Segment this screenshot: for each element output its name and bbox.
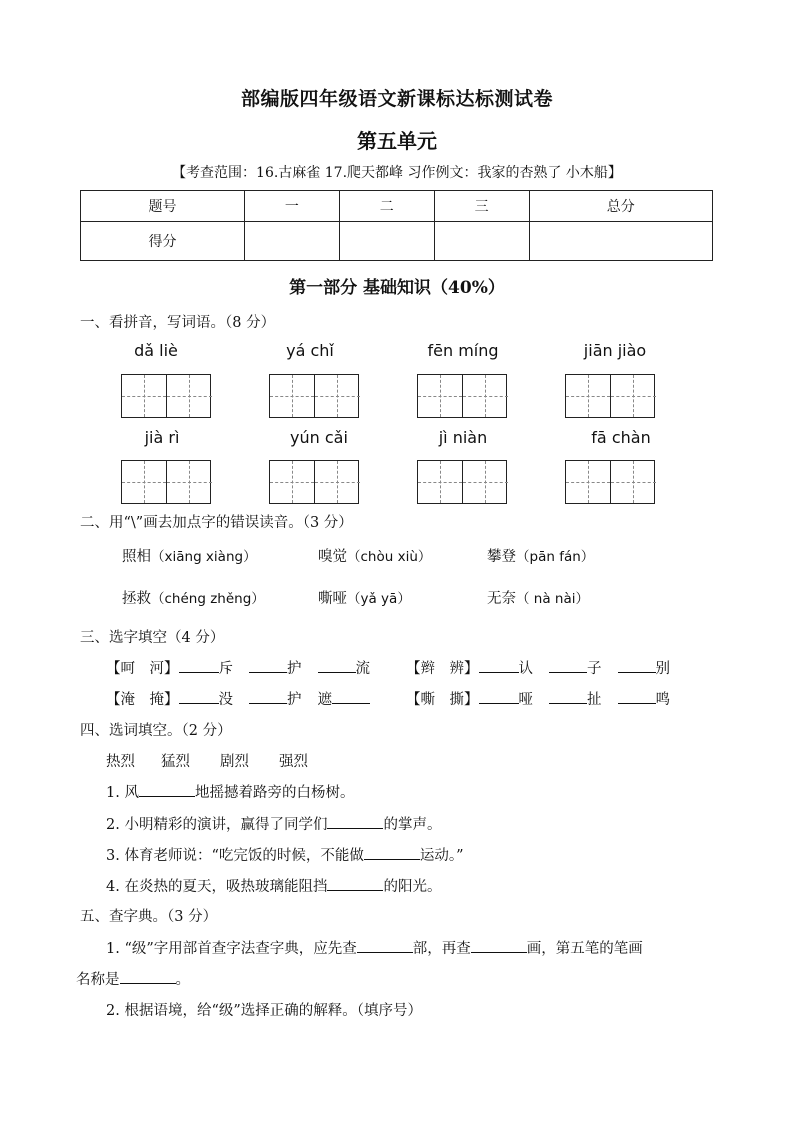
fill-blank[interactable]: [179, 689, 219, 704]
exam-title: 部编版四年级语文新课标达标测试卷: [240, 88, 553, 110]
section-title: 第一部分 基础知识（40%）: [289, 278, 505, 298]
word-part: 流: [355, 661, 370, 677]
writing-grid[interactable]: [121, 460, 211, 504]
char-options: 【辫 辨】: [406, 661, 479, 677]
word-part: 护: [287, 692, 302, 708]
pronunciation-item[interactable]: [487, 587, 589, 608]
fill-blank[interactable]: [364, 845, 420, 860]
pronunciation-item[interactable]: [122, 587, 265, 608]
fill-blank[interactable]: [479, 689, 519, 704]
sentence-part: 地摇撼着路旁的白杨树。: [194, 785, 355, 801]
word-part: 哑: [518, 692, 533, 708]
score-cell[interactable]: [339, 222, 434, 261]
sentence-part: 的阳光。: [383, 879, 442, 895]
sentence-part: 2. 小明精彩的演讲，赢得了同学们: [106, 817, 328, 833]
fill-blank[interactable]: [327, 876, 383, 891]
item-word: 嘶哑: [318, 591, 347, 607]
fill-blank[interactable]: [332, 689, 370, 704]
question-5-title: 五、查字典。（3 分）: [80, 909, 218, 925]
item-pinyin: （pān fán）: [516, 549, 595, 565]
sentence-part: 部，再查: [412, 941, 471, 957]
char-choice-group: [406, 688, 670, 709]
char-choice-group: [106, 688, 370, 709]
fill-blank[interactable]: [327, 814, 383, 829]
sentence-part: 1. 风: [106, 785, 139, 801]
writing-grid[interactable]: [269, 374, 359, 418]
pronunciation-item[interactable]: [318, 545, 431, 566]
pinyin-label: fā chàn: [591, 428, 651, 447]
writing-grid[interactable]: [269, 460, 359, 504]
item-pinyin: （xiāng xiàng）: [151, 549, 257, 565]
item-pinyin: （chòu xiù）: [347, 549, 432, 565]
score-table-header-cell: 一: [245, 191, 340, 222]
fill-blank[interactable]: [618, 689, 656, 704]
fill-blank[interactable]: [471, 938, 527, 953]
word-option: 热烈: [106, 754, 135, 770]
fill-blank[interactable]: [618, 658, 656, 673]
pinyin-label: fēn míng: [427, 341, 499, 360]
question-4-title: 四、选词填空。（2 分）: [80, 723, 232, 739]
word-part: 扯: [587, 692, 602, 708]
fill-sentence: [76, 968, 190, 989]
pinyin-label: jià rì: [144, 428, 180, 447]
question-3-title: 三、选字填空（4 分）: [80, 630, 225, 646]
exam-scope: 【考查范围：16.古麻雀 17.爬天都峰 习作例文：我家的杏熟了 小木船】: [172, 165, 622, 181]
word-option: 剧烈: [220, 754, 249, 770]
word-part: 子: [587, 661, 602, 677]
fill-blank[interactable]: [549, 658, 587, 673]
sentence-part: 1. “级”字用部首查字法查字典，应先查: [106, 941, 357, 957]
word-part: 没: [218, 692, 233, 708]
writing-grid[interactable]: [417, 460, 507, 504]
unit-title: 第五单元: [357, 129, 437, 153]
sentence-part: 运动。”: [419, 848, 464, 864]
writing-grid[interactable]: [565, 460, 655, 504]
score-table-header-cell: 总分: [529, 191, 712, 222]
sentence-part: 的掌声。: [383, 817, 442, 833]
item-word: 照相: [122, 549, 151, 565]
fill-blank[interactable]: [179, 658, 219, 673]
char-options: 【呵 河】: [106, 661, 179, 677]
score-row-label: 得分: [81, 222, 245, 261]
sentence-part: 。: [175, 972, 190, 988]
pronunciation-item[interactable]: [122, 545, 257, 566]
fill-blank[interactable]: [139, 782, 195, 797]
question-5-sub-2: 2. 根据语境，给“级”选择正确的解释。（填序号）: [106, 1003, 423, 1019]
sentence-part: 3. 体育老师说：“吃完饭的时候，不能做: [106, 848, 364, 864]
char-options: 【嘶 撕】: [406, 692, 479, 708]
char-choice-group: [106, 657, 370, 678]
word-part: 认: [518, 661, 533, 677]
score-cell[interactable]: [434, 222, 529, 261]
fill-blank[interactable]: [479, 658, 519, 673]
word-option: 猛烈: [161, 754, 190, 770]
fill-sentence: [106, 875, 441, 896]
item-pinyin: （chéng zhěng）: [151, 591, 265, 607]
item-word: 攀登: [487, 549, 516, 565]
fill-blank[interactable]: [357, 938, 413, 953]
pinyin-label: jiān jiào: [583, 341, 647, 360]
fill-blank[interactable]: [249, 658, 287, 673]
fill-blank[interactable]: [120, 969, 176, 984]
word-part: 别: [655, 661, 670, 677]
sentence-part: 名称是: [76, 972, 120, 988]
fill-sentence: [106, 781, 354, 802]
word-options: [106, 750, 308, 771]
char-options: 【淹 掩】: [106, 692, 179, 708]
writing-grid[interactable]: [565, 374, 655, 418]
question-2-title: 二、用“\”画去加点字的错误读音。（3 分）: [80, 515, 353, 531]
pronunciation-item[interactable]: [487, 545, 594, 566]
writing-grid[interactable]: [417, 374, 507, 418]
item-word: 拯救: [122, 591, 151, 607]
word-part: 斥: [218, 661, 233, 677]
sentence-part: 画，第五笔的笔画: [526, 941, 643, 957]
item-word: 嗅觉: [318, 549, 347, 565]
fill-sentence: [106, 844, 464, 865]
score-table-header-cell: 题号: [81, 191, 245, 222]
word-part: 护: [287, 661, 302, 677]
question-1-title: 一、看拼音，写词语。（8 分）: [80, 315, 276, 331]
fill-blank[interactable]: [318, 658, 356, 673]
score-cell[interactable]: [245, 222, 340, 261]
score-cell[interactable]: [529, 222, 712, 261]
pinyin-label: yá chǐ: [286, 341, 334, 360]
pinyin-label: jì niàn: [438, 428, 488, 447]
score-table-header-row: [81, 191, 713, 222]
sentence-part: 4. 在炎热的夏天，吸热玻璃能阻挡: [106, 879, 328, 895]
item-pinyin: （yǎ yā）: [347, 591, 411, 607]
fill-sentence: [106, 813, 441, 834]
score-table-score-row: [81, 222, 713, 261]
score-table-header-cell: 二: [339, 191, 434, 222]
score-table: [80, 190, 713, 261]
fill-blank[interactable]: [249, 689, 287, 704]
fill-sentence: [106, 937, 643, 958]
writing-grid[interactable]: [121, 374, 211, 418]
word-option: 强烈: [279, 754, 308, 770]
pinyin-label: dǎ liè: [134, 341, 178, 360]
word-part: 鸣: [655, 692, 670, 708]
pinyin-label: yún cǎi: [290, 428, 348, 447]
pronunciation-item[interactable]: [318, 587, 411, 608]
score-table-header-cell: 三: [434, 191, 529, 222]
word-part: 遮: [317, 692, 332, 708]
fill-blank[interactable]: [549, 689, 587, 704]
item-pinyin: （ nà nài）: [516, 591, 589, 607]
char-choice-group: [406, 657, 670, 678]
item-word: 无奈: [487, 591, 516, 607]
